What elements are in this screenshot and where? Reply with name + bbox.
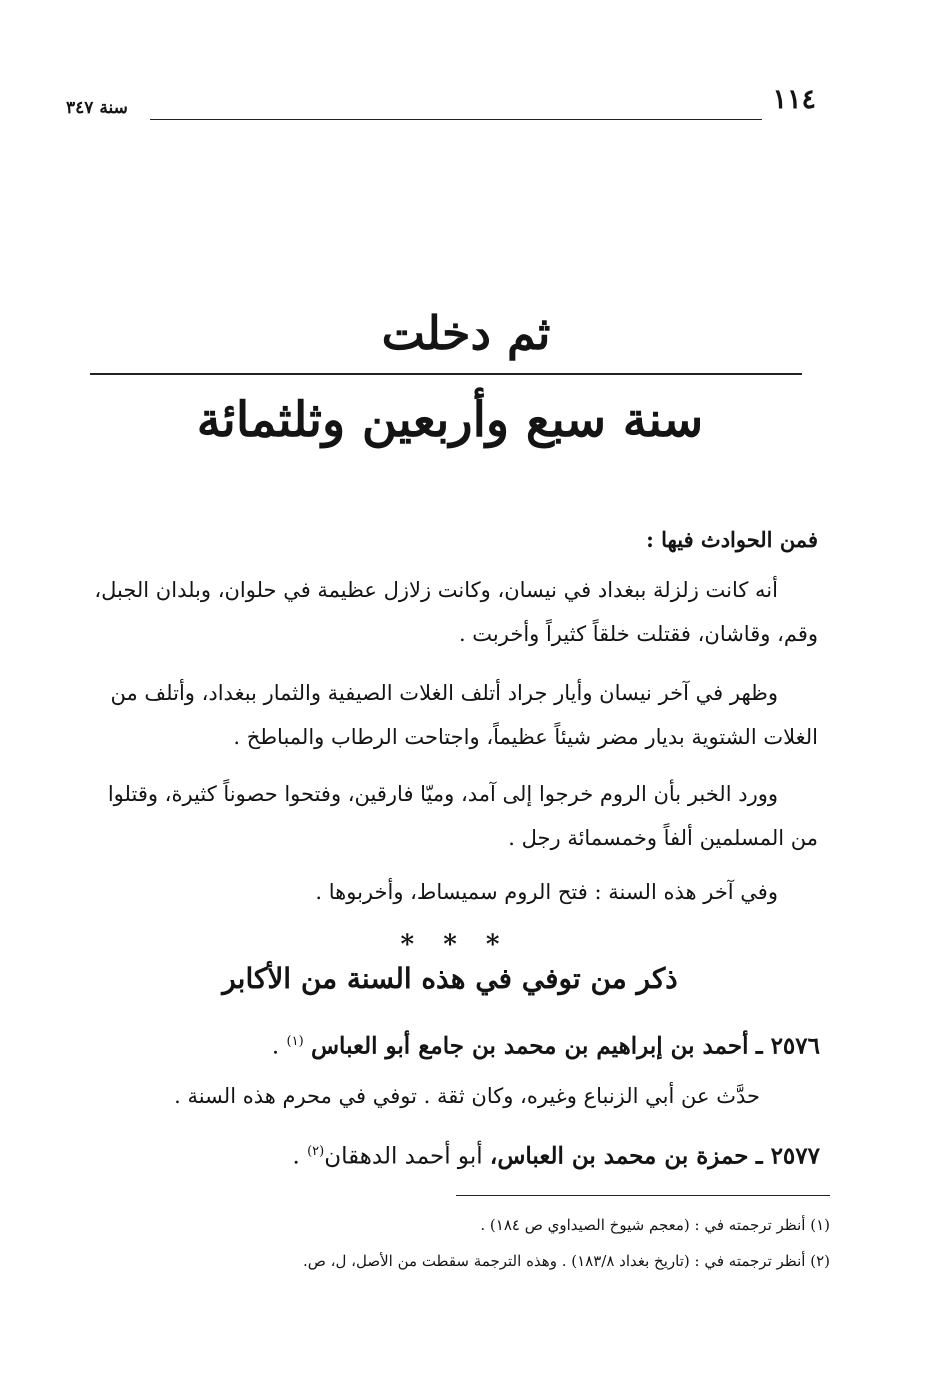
running-title: سنة ٣٤٧	[66, 98, 128, 118]
footnote-ref[interactable]: (٢)	[307, 1144, 325, 1159]
entry-name: أحمد بن إبراهيم بن محمد بن جامع أبو العباس	[310, 1032, 749, 1060]
page-number: ١١٤	[772, 84, 816, 115]
entry-end: .	[292, 1143, 308, 1170]
section-heading-intro: ثم دخلت	[381, 306, 551, 360]
entry-end: .	[271, 1033, 287, 1060]
biography-entry	[100, 1130, 820, 1179]
footnote-rule	[456, 1195, 830, 1196]
footnote: (٢) أنظر ترجمته في : (تاريخ بغداد ١٨٣/٨) . وهذه الترجمة سقطت من الأصل، ل، ص.	[302, 1252, 830, 1270]
biography-entry	[100, 1020, 820, 1069]
header-rule	[150, 119, 762, 120]
entry-detail: حدَّث عن أبي الزنباع وغيره، وكان ثقة . توفي في محرم هذه السنة .	[174, 1084, 760, 1108]
heading-rule	[90, 373, 802, 375]
footnote-ref[interactable]: (١)	[286, 1034, 304, 1049]
events-intro: فمن الحوادث فيها :	[646, 527, 818, 552]
paragraph: أنه كانت زلزلة ببغداد في نيسان، وكانت زلازل عظيمة في حلوان، وبلدان الجبل، وقم، وقاشان، فقتلت خلقاً كثيراً وأخربت .	[94, 578, 818, 646]
section-separator: * * *	[400, 930, 510, 960]
entry-name: حمزة بن محمد بن العباس،	[489, 1142, 749, 1170]
paragraph: وورد الخبر بأن الروم خرجوا إلى آمد، وميّا فارقين، وفتحوا حصوناً كثيرة، وقتلوا من المسلمين ألفاً وخمسمائة رجل .	[107, 782, 818, 850]
entry-number: ٢٥٧٧ ـ	[755, 1142, 820, 1170]
entry-kunya: أبو أحمد الدهقان	[324, 1143, 483, 1170]
paragraph: وفي آخر هذه السنة : فتح الروم سميساط، وأخربوها .	[315, 880, 778, 904]
deaths-heading: ذكر من توفي في هذه السنة من الأكابر	[222, 962, 678, 995]
entry-number: ٢٥٧٦ ـ	[755, 1032, 820, 1060]
section-heading-year: سنة سبع وأربعين وثلثمائة	[196, 392, 704, 448]
paragraph: وظهر في آخر نيسان وأيار جراد أتلف الغلات الصيفية والثمار ببغداد، وأتلف من الغلات الشتوية بديار مضر شيئاً عظيماً، واجتاحت الرطاب والمباطخ .	[110, 681, 818, 749]
footnote: (١) أنظر ترجمته في : (معجم شيوخ الصيداوي ص ١٨٤) .	[480, 1216, 830, 1234]
